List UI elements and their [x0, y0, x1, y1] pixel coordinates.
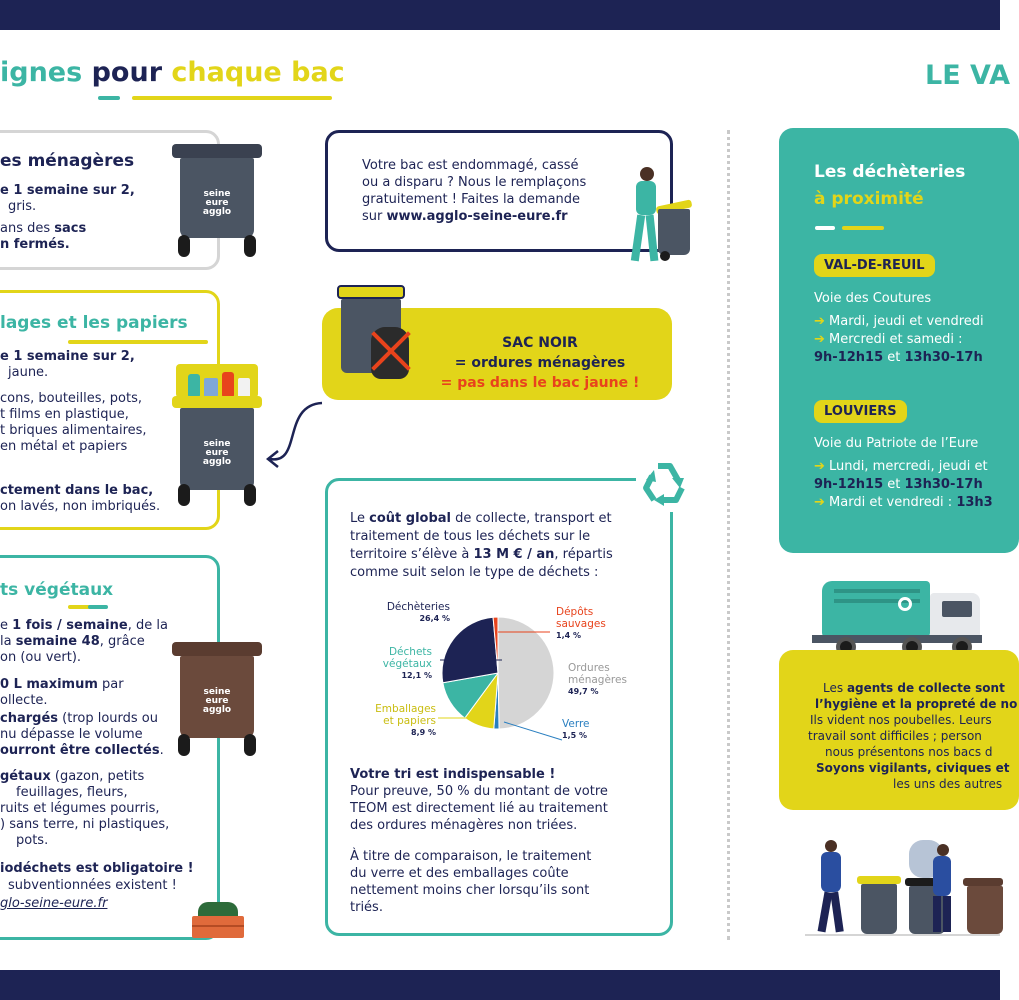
card-veg-l1 — [0, 617, 168, 634]
dechet-underline-white — [815, 226, 835, 230]
pie-label-veg-2: végétaux — [382, 658, 432, 670]
cost-c4: triés. — [350, 900, 383, 915]
card-om-l3a: ans des — [0, 221, 55, 236]
pie-leader-lines — [380, 600, 590, 750]
cost-p1 — [350, 510, 612, 527]
card-veg-underline-teal — [88, 605, 108, 609]
pie-label-veg-pct: 12,1 % — [401, 671, 432, 680]
veg-l2c: , grâce — [99, 634, 145, 649]
card-veg-link[interactable]: glo-seine-eure.fr — [0, 896, 108, 911]
bin-logo-emb: seine eure agglo — [202, 439, 232, 467]
card-om-l4: n fermés. — [0, 237, 70, 252]
card-veg-l7: nu dépasse le volume — [0, 727, 143, 742]
lvr-address: Voie du Patriote de l’Eure — [814, 436, 979, 451]
agents-l1a: Les — [823, 681, 847, 695]
card-emb-l7: ctement dans le bac, — [0, 483, 154, 498]
card-emb-l4: t films en plastique, — [0, 407, 129, 422]
dechet-underline-yellow — [842, 226, 884, 230]
compost-crate-icon — [192, 898, 244, 938]
sac-noir-l2: = ordures ménagères — [454, 355, 626, 371]
card-veg-l13: pots. — [16, 833, 49, 848]
leader-verre — [504, 722, 562, 740]
cost-p3b: 13 M € / an — [473, 547, 555, 562]
card-veg-l6 — [0, 710, 158, 727]
card-veg-heading: ts végétaux — [0, 580, 114, 600]
vdr-hours — [814, 349, 983, 367]
card-veg-l9 — [0, 768, 144, 785]
veg-l9a: gétaux — [0, 769, 51, 784]
dechet-heading-1: Les déchèteries — [814, 162, 966, 182]
card-om-heading: es ménagères — [0, 151, 135, 171]
veg-l1b: 1 fois / semaine — [12, 618, 128, 633]
card-veg-l2 — [0, 633, 145, 650]
title-part-2: pour — [91, 57, 163, 88]
card-emb-l8: on lavés, non imbriqués. — [0, 499, 161, 514]
card-emb-l1: e 1 semaine sur 2, — [0, 349, 135, 364]
vdr-schedule-1 — [814, 313, 984, 331]
card-veg-l14: iodéchets est obligatoire ! — [0, 861, 194, 876]
agents-l6: Soyons vigilants, civiques et — [816, 761, 1010, 775]
pie-label-dechet-pct: 26,4 % — [419, 614, 450, 623]
bottom-band — [0, 970, 1000, 1000]
lvr-arrow-1-icon: ➔ — [814, 459, 830, 474]
cost-p3c: , répartis — [554, 547, 613, 562]
veg-l1a: e — [0, 618, 13, 633]
veg-l8a: ourront être collectés — [0, 743, 160, 758]
veg-l2b: semaine 48 — [15, 634, 100, 649]
vdr-schedule-2 — [814, 331, 963, 349]
sac-noir-l1: SAC NOIR — [502, 335, 578, 351]
veg-l4a: 0 L maximum — [0, 677, 98, 692]
cost-t1: Votre tri est indispensable ! — [350, 767, 556, 782]
card-veg-l11: ruits et légumes pourris, — [0, 801, 160, 816]
pie-label-om-pct: 49,7 % — [568, 687, 599, 696]
vdr-h-a: 9h-12h15 — [814, 350, 884, 365]
garbage-truck-icon — [812, 575, 1000, 661]
curved-arrow-icon — [262, 395, 362, 475]
agents-l7: les uns des autres — [893, 777, 1003, 791]
vdr-arrow-2-icon: ➔ — [814, 332, 830, 347]
cost-t2: Pour preuve, 50 % du montant de votre — [350, 784, 608, 799]
agents-l1 — [823, 680, 1005, 696]
damaged-l4 — [362, 208, 568, 225]
agents-l5: nous présentons nos bacs d — [825, 745, 993, 759]
card-om-l3b: sacs — [54, 221, 87, 236]
card-om-l3 — [0, 220, 86, 237]
cost-c3: nettement moins cher lorsqu’ils sont — [350, 883, 590, 898]
brown-bin-icon — [172, 630, 262, 760]
page-divider — [727, 130, 730, 940]
damaged-l2: ou a disparu ? Nous le remplaçons — [362, 175, 587, 190]
pie-label-depots-2: sauvages — [556, 618, 606, 630]
card-emb-l3: cons, bouteilles, pots, — [0, 391, 142, 406]
lvr-hours — [814, 476, 983, 494]
cost-p1b: coût global — [369, 511, 452, 526]
vdr-address: Voie des Coutures — [814, 291, 932, 306]
cost-p3a: territoire s’élève à — [350, 547, 474, 562]
lvr-schedule-2 — [814, 494, 993, 512]
pie-label-om-1: Ordures — [568, 662, 610, 674]
lvr-h-et: et — [883, 477, 905, 492]
lvr-schedule-1 — [814, 458, 988, 476]
card-emb-l5: t briques alimentaires, — [0, 423, 147, 438]
lvr-h-a: 9h-12h15 — [814, 477, 884, 492]
lvr-s1: Lundi, mercredi, jeudi et — [829, 459, 988, 474]
lvr-h-b: 13h30-17h — [904, 477, 983, 492]
veg-l4b: par — [97, 677, 124, 692]
card-veg-l5: ollecte. — [0, 693, 48, 708]
pie-label-verre-name: Verre — [562, 718, 590, 730]
bin-logo-veg: seine eure agglo — [202, 687, 232, 715]
top-band — [0, 0, 1000, 30]
title-part-3: chaque bac — [171, 57, 345, 88]
vdr-s2: Mercredi et samedi : — [829, 332, 963, 347]
tag-louviers: LOUVIERS — [814, 400, 907, 423]
lvr-s2b: 13h3 — [956, 495, 993, 510]
vdr-s1: Mardi, jeudi et vendredi — [829, 314, 984, 329]
agents-l4: travail sont difficiles ; person — [808, 729, 982, 743]
card-emb-l2: jaune. — [8, 365, 49, 380]
page-title — [0, 57, 345, 88]
vdr-h-b: 13h30-17h — [904, 350, 983, 365]
bin-logo-om: seine eure agglo — [202, 189, 232, 217]
dechet-heading-2: à proximité — [814, 189, 924, 209]
damaged-url[interactable]: www.agglo-seine-eure.fr — [386, 209, 568, 224]
card-emb-underline — [68, 340, 208, 344]
cost-p2: traitement de tous les déchets sur le — [350, 529, 591, 544]
veg-l9b: (gazon, petits — [50, 769, 145, 784]
cost-p3 — [350, 546, 613, 563]
damaged-l3: gratuitement ! Faites la demande — [362, 192, 581, 207]
vdr-arrow-1-icon: ➔ — [814, 314, 830, 329]
title-part-1: ignes — [0, 57, 83, 88]
card-veg-l15: subventionnées existent ! — [8, 878, 177, 893]
card-veg-l4 — [0, 676, 124, 693]
card-om-l1: e 1 semaine sur 2, — [0, 183, 135, 198]
cost-t3: TEOM est directement lié au traitement — [350, 801, 608, 816]
right-page-title: LE VA — [925, 60, 1011, 91]
agents-l2: l’hygiène et la propreté de no — [815, 697, 1018, 711]
sac-noir-l3: = pas dans le bac jaune ! — [440, 375, 640, 391]
pie-label-depots-pct: 1,4 % — [556, 631, 581, 640]
veg-l2a: la — [0, 634, 16, 649]
cost-c1: À titre de comparaison, le traitement — [350, 849, 592, 864]
title-underline-teal — [98, 96, 120, 100]
yellow-bin-icon — [172, 360, 262, 510]
pie-label-om-2: ménagères — [568, 674, 627, 686]
damaged-l4a: sur — [362, 209, 387, 224]
tag-val-de-reuil: VAL-DE-REUIL — [814, 254, 935, 277]
pie-label-emb-1: Emballages — [375, 703, 436, 715]
pie-label-dechet-name: Déchèteries — [386, 601, 450, 613]
damaged-l1: Votre bac est endommagé, cassé — [362, 158, 579, 173]
vdr-h-et: et — [883, 350, 905, 365]
pie-label-emb-2: et papiers — [383, 715, 436, 727]
pie-label-verre-pct: 1,5 % — [562, 731, 587, 740]
cost-p4: comme suit selon le type de déchets : — [350, 565, 599, 580]
lvr-arrow-2-icon: ➔ — [814, 495, 830, 510]
card-emb-l6: en métal et papiers — [0, 439, 128, 454]
veg-l8b: . — [159, 743, 164, 758]
agents-l3: Ils vident nos poubelles. Leurs — [810, 713, 992, 727]
lvr-s2: Mardi et vendredi : — [829, 495, 957, 510]
pie-label-emb-pct: 8,9 % — [411, 728, 436, 737]
veg-l6b: (trop lourds ou — [58, 711, 158, 726]
cost-c2: du verre et des emballages coûte — [350, 866, 569, 881]
pie-label-depots-1: Dépôts — [556, 606, 594, 618]
cost-p1c: de collecte, transport et — [451, 511, 612, 526]
veg-l6a: chargés — [0, 711, 59, 726]
agents-l1b: agents de collecte sont — [846, 681, 1005, 695]
worker-with-bin-icon — [626, 165, 696, 265]
card-emb-heading: lages et les papiers — [0, 313, 188, 333]
cost-t4: des ordures ménagères non triées. — [350, 818, 578, 833]
card-veg-l3: on (ou vert). — [0, 650, 82, 665]
card-veg-l10: feuillages, fleurs, — [16, 785, 128, 800]
recycle-icon — [636, 456, 692, 512]
cost-p1a: Le — [350, 511, 370, 526]
veg-l1c: , de la — [127, 618, 168, 633]
yellow-lid-bin-with-bag-icon — [335, 283, 407, 391]
card-om-l2: gris. — [8, 199, 37, 214]
grey-bin-icon — [172, 140, 262, 260]
card-veg-l8 — [0, 742, 164, 759]
title-underline-yellow — [132, 96, 332, 100]
card-veg-l12: ) sans terre, ni plastiques, — [0, 817, 170, 832]
pie-label-veg-1: Déchets — [388, 646, 432, 658]
people-with-bins-illustration — [805, 838, 1000, 940]
